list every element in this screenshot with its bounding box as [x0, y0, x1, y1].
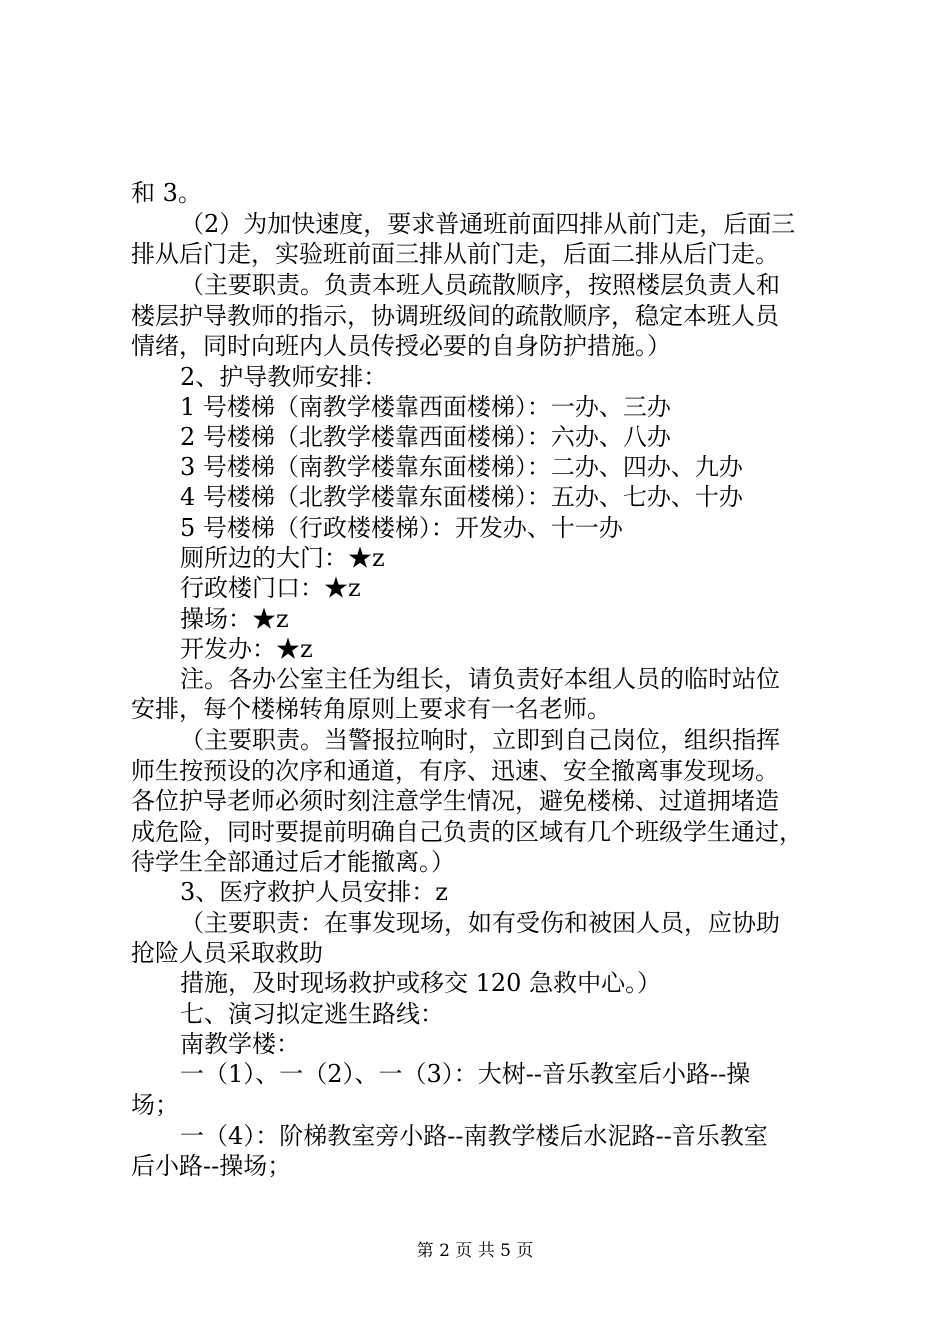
text-line: 4 号楼梯（北教学楼靠东面楼梯）：五办、七办、十办 [180, 483, 743, 511]
text-line: 措施，及时现场救护或移交 120 急救中心。） [180, 969, 662, 997]
section-heading: 2、护导教师安排： [180, 363, 388, 391]
text-line: 师生按预设的次序和通道，有序、迅速、安全撤离事发现场。 [131, 757, 779, 785]
text-line: 场； [131, 1091, 179, 1119]
text-line: 抢险人员采取救助 [131, 939, 323, 967]
text-line: 操场：★z [180, 605, 289, 633]
text-line: 行政楼门口：★z [180, 574, 361, 602]
text-line: （主要职责。负责本班人员疏散顺序，按照楼层负责人和 [180, 271, 780, 299]
text-line: 楼层护导教师的指示，协调班级间的疏散顺序，稳定本班人员 [131, 302, 779, 330]
text-line: 开发办：★z [180, 635, 313, 663]
text-line: 1 号楼梯（南教学楼靠西面楼梯）：一办、三办 [180, 393, 671, 421]
text-line: 排从后门走，实验班前面三排从前门走，后面二排从后门走。 [131, 240, 779, 268]
text-line: 情绪，同时向班内人员传授必要的自身防护措施。） [131, 332, 671, 360]
page-number-footer: 第 2 页 共 5 页 [416, 1241, 534, 1261]
text-line: 成危险，同时要提前明确自己负责的区域有几个班级学生通过， [131, 818, 803, 846]
text-line: 注。各办公室主任为组长，请负责好本组人员的临时站位 [180, 665, 780, 693]
text-line: 2 号楼梯（北教学楼靠西面楼梯）：六办、八办 [180, 423, 671, 451]
text-line: （主要职责。当警报拉响时，立即到自己岗位，组织指挥 [180, 726, 780, 754]
text-line: 后小路--操场； [131, 1152, 292, 1180]
section-heading: 七、演习拟定逃生路线： [180, 1000, 444, 1028]
text-line: 待学生全部通过后才能撤离。） [131, 848, 455, 876]
text-line: 3 号楼梯（南教学楼靠东面楼梯）：二办、四办、九办 [180, 453, 743, 481]
text-line: 厕所边的大门：★z [180, 544, 385, 572]
text-line: （2）为加快速度，要求普通班前面四排从前门走，后面三 [180, 210, 796, 238]
text-line: （主要职责：在事发现场，如有受伤和被困人员，应协助 [180, 909, 780, 937]
text-line: 一（4）：阶梯教室旁小路--南教学楼后水泥路--音乐教室 [180, 1122, 768, 1150]
text-line: 南教学楼： [180, 1030, 300, 1058]
text-line: 一（1）、一（2）、一（3）：大树--音乐教室后小路--操 [180, 1060, 751, 1088]
text-line: 和 3。 [131, 179, 202, 207]
text-line: 安排，每个楼梯转角原则上要求有一名老师。 [131, 695, 611, 723]
text-line: 各位护导老师必须时刻注意学生情况，避免楼梯、过道拥堵造 [131, 787, 779, 815]
text-line: 5 号楼梯（行政楼楼梯）：开发办、十一办 [180, 514, 623, 542]
section-heading: 3、医疗救护人员安排：z [180, 878, 448, 906]
